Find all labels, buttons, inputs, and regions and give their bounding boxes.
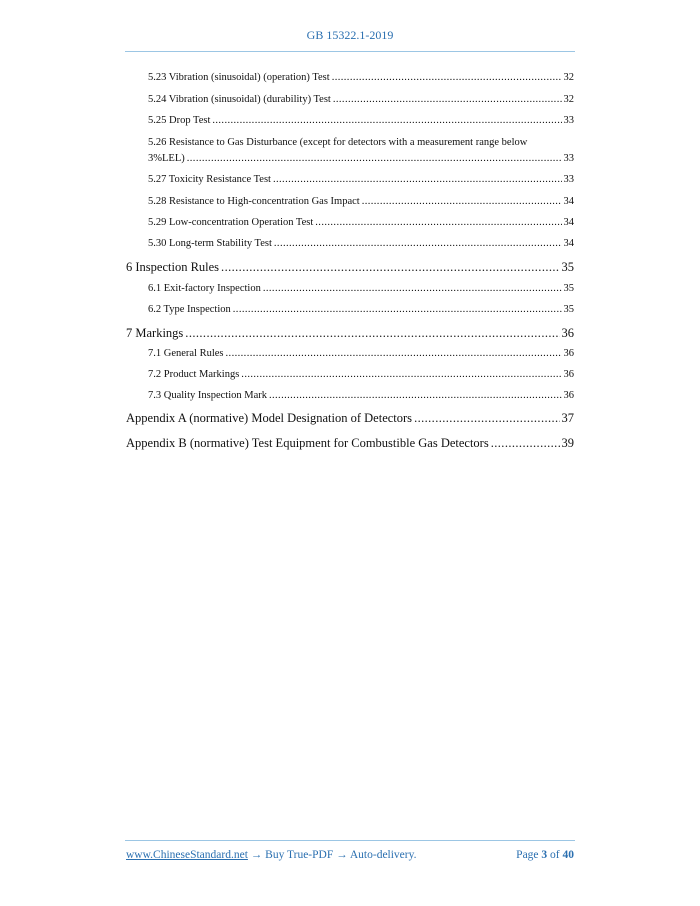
- toc-entry-page: 35: [563, 304, 574, 315]
- toc-entry-title: Appendix B (normative) Test Equipment for Combustible Gas Detectors: [126, 436, 489, 450]
- site-link[interactable]: www.ChineseStandard.net: [126, 849, 248, 861]
- toc-entry-title: 6 Inspection Rules: [126, 260, 220, 274]
- toc-leader-dots: [263, 283, 562, 294]
- toc-entry-page: 33: [563, 153, 574, 164]
- toc-entry-page: 34: [563, 238, 574, 249]
- toc-entry-title: 5.25 Drop Test: [148, 115, 211, 126]
- toc-entry-title: 5.30 Long-term Stability Test: [148, 238, 272, 249]
- toc-leader-dots: [221, 260, 559, 275]
- toc-entry-5-25[interactable]: [148, 115, 574, 126]
- toc-entry-6-2[interactable]: [148, 304, 574, 315]
- toc-leader-dots: [274, 238, 562, 249]
- page-label: Page: [516, 849, 539, 861]
- toc-entry-7-3[interactable]: [148, 390, 574, 401]
- toc-entry-page: 34: [563, 217, 574, 228]
- toc-leader-dots: [212, 115, 561, 126]
- toc-entry-page: 35: [563, 283, 574, 294]
- toc-leader-dots: [241, 369, 561, 380]
- page-total: 40: [562, 849, 574, 861]
- toc-entry-appendix-b[interactable]: [126, 436, 574, 451]
- toc-leader-dots: [269, 390, 562, 401]
- toc-entry-title: 7.3 Quality Inspection Mark: [148, 390, 267, 401]
- delivery-text: Auto-delivery.: [349, 849, 417, 861]
- toc-entry-page: 32: [563, 94, 574, 105]
- toc-entry-6[interactable]: [126, 260, 574, 275]
- toc-leader-dots: [333, 94, 562, 105]
- toc-entry-page: 34: [563, 196, 574, 207]
- toc-leader-dots: [414, 411, 559, 426]
- toc-entry-title: 3%LEL): [148, 153, 185, 164]
- toc-leader-dots: [187, 153, 562, 164]
- toc-entry-page: 32: [563, 72, 574, 83]
- page-footer: [126, 849, 574, 861]
- toc-entry-title: Appendix A (normative) Model Designation of Detectors: [126, 411, 413, 425]
- toc-entry-page: 33: [563, 115, 574, 126]
- toc-entry-page: 35: [561, 260, 574, 274]
- arrow-icon: →: [333, 849, 350, 861]
- document-code-header: GB 15322.1-2019: [306, 28, 394, 42]
- toc-entry-page: 37: [561, 411, 574, 425]
- toc-leader-dots: [362, 196, 562, 207]
- toc-entry-6-1[interactable]: [148, 283, 574, 294]
- arrow-icon: →: [247, 849, 266, 861]
- toc-leader-dots: [233, 304, 562, 315]
- toc-entry-title: 6.1 Exit-factory Inspection: [148, 283, 261, 294]
- toc-entry-title: 7.1 General Rules: [148, 348, 224, 359]
- toc-entry-title: 5.28 Resistance to High-concentration Gas Impact: [148, 196, 360, 207]
- page-number: 3: [541, 849, 548, 861]
- toc-entry-title: 5.29 Low-concentration Operation Test: [148, 217, 314, 228]
- toc-entry-title: 5.23 Vibration (sinusoidal) (operation) Test: [148, 72, 330, 83]
- toc-leader-dots: [332, 72, 562, 83]
- toc-leader-dots: [226, 348, 562, 359]
- header-rule: [125, 51, 575, 52]
- footer-promo: [126, 849, 417, 861]
- buy-text: Buy True-PDF: [265, 849, 334, 861]
- toc-leader-dots: [315, 217, 561, 228]
- toc-entry-page: 36: [561, 326, 574, 340]
- toc-entry-5-27[interactable]: [148, 174, 574, 185]
- toc-leader-dots: [185, 326, 559, 341]
- toc-entry-page: 36: [563, 390, 574, 401]
- toc-leader-dots: [273, 174, 562, 185]
- toc-entry-5-30[interactable]: [148, 238, 574, 249]
- toc-entry-page: 36: [563, 348, 574, 359]
- page-indicator: [516, 849, 574, 861]
- toc-entry-title: 6.2 Type Inspection: [148, 304, 231, 315]
- toc-leader-dots: [491, 436, 560, 451]
- toc-entry-title: 7.2 Product Markings: [148, 369, 240, 380]
- toc-entry-5-23[interactable]: [148, 72, 574, 83]
- toc-entry-title: 5.24 Vibration (sinusoidal) (durability) Test: [148, 94, 331, 105]
- toc-entry-page: 36: [563, 369, 574, 380]
- toc-entry-7[interactable]: [126, 326, 574, 341]
- toc-entry-7-1[interactable]: [148, 348, 574, 359]
- of-label: of: [550, 849, 560, 861]
- toc-entry-5-24[interactable]: [148, 94, 574, 105]
- toc-entry-title: 7 Markings: [126, 326, 184, 340]
- toc-entry-5-28[interactable]: [148, 196, 574, 207]
- toc-entry-5-26[interactable]: [148, 153, 574, 164]
- toc-entry-5-26-line1[interactable]: 5.26 Resistance to Gas Disturbance (except for detectors with a measurement range below: [148, 137, 528, 148]
- toc-entry-7-2[interactable]: [148, 369, 574, 380]
- toc-entry-appendix-a[interactable]: [126, 411, 574, 426]
- footer-rule: [125, 840, 575, 841]
- toc-entry-5-29[interactable]: [148, 217, 574, 228]
- toc-entry-page: 39: [561, 436, 574, 450]
- toc-entry-page: 33: [563, 174, 574, 185]
- toc-entry-title: 5.27 Toxicity Resistance Test: [148, 174, 271, 185]
